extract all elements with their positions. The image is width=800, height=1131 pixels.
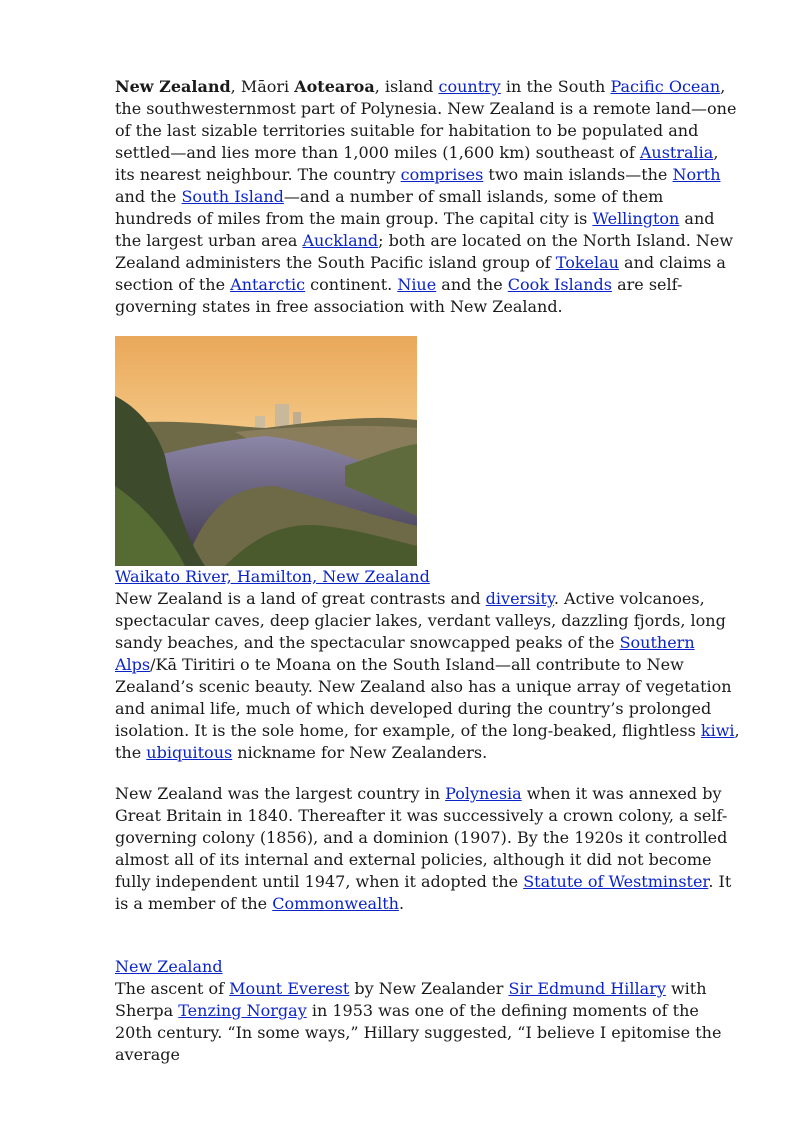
text: ; both are located on the North Island. New Zealand administers the South Pacific island group of (115, 231, 734, 272)
text: , island (374, 77, 439, 96)
link-diversity[interactable]: diversity (485, 589, 554, 608)
article-body (115, 76, 740, 1066)
link-pacific-ocean[interactable]: Pacific Ocean (610, 77, 721, 96)
link-edmund-hillary[interactable]: Sir Edmund Hillary (508, 979, 666, 998)
text: New Zealand is a land of great contrasts and (115, 589, 486, 608)
text: nickname for New Zealanders. (232, 743, 488, 762)
text: New Zealand was the largest country in (115, 784, 446, 803)
text: are self-governing states in free association with New Zealand. (115, 275, 683, 316)
link-mount-everest[interactable]: Mount Everest (229, 979, 350, 998)
text: . It is a member of the (115, 872, 732, 913)
text: , the southwesternmost part of Polynesia. New Zealand is a remote land—one of the last sizable territories suitable for habitation to be populated and settled—and lies more than 1,000 miles (1,600 km) southeast of (115, 77, 737, 162)
text: and the (436, 275, 508, 294)
text: , the (115, 721, 740, 762)
text: . Active volcanoes, spectacular caves, deep glacier lakes, verdant valleys, dazzling fjords, long sandy beaches, and the spectacular snowcapped peaks of the (115, 589, 726, 652)
link-north[interactable]: North (672, 165, 721, 184)
link-figure-caption[interactable]: Waikato River, Hamilton, New Zealand (115, 567, 430, 586)
link-commonwealth[interactable]: Commonwealth (272, 894, 399, 913)
term-aotearoa: Aotearoa (294, 77, 375, 96)
link-niue[interactable]: Niue (397, 275, 437, 294)
link-auckland[interactable]: Auckland (302, 231, 379, 250)
text: and the largest urban area (115, 209, 715, 250)
paragraph-history (115, 783, 740, 915)
text: by New Zealander (349, 979, 509, 998)
link-tenzing-norgay[interactable]: Tenzing Norgay (178, 1001, 307, 1020)
link-polynesia[interactable]: Polynesia (445, 784, 522, 803)
term-new-zealand: New Zealand (115, 77, 231, 96)
text: and the (115, 187, 182, 206)
text: . (398, 894, 405, 913)
section-link-line (115, 956, 740, 978)
link-tokelau[interactable]: Tokelau (555, 253, 619, 272)
link-south-island[interactable]: South Island (181, 187, 284, 206)
text: two main islands—the (483, 165, 673, 184)
link-kiwi[interactable]: kiwi (700, 721, 735, 740)
intro-paragraph (115, 76, 740, 318)
text: , its nearest neighbour. The country (115, 143, 719, 184)
text: continent. (305, 275, 398, 294)
figure-caption-line (115, 566, 740, 588)
link-country[interactable]: country (438, 77, 501, 96)
link-antarctic[interactable]: Antarctic (230, 275, 306, 294)
text: when it was annexed by Great Britain in 1840. Thereafter it was successively a crown colony, a self-governing colony (1856), and a dominion (1907). By the 1920s it controlled almost all of its internal and external policies, although it did not become fully independent until 1947, when it adopted the (115, 784, 728, 891)
link-wellington[interactable]: Wellington (592, 209, 680, 228)
link-southern-alps[interactable]: Southern Alps (115, 633, 695, 674)
paragraph-everest (115, 978, 740, 1066)
link-new-zealand-section[interactable]: New Zealand (115, 957, 223, 976)
paragraph-diversity (115, 588, 740, 764)
link-cook-islands[interactable]: Cook Islands (507, 275, 612, 294)
text: The ascent of (115, 979, 230, 998)
text: —and a number of small islands, some of them hundreds of miles from the main group. The capital city is (115, 187, 664, 228)
link-ubiquitous[interactable]: ubiquitous (146, 743, 233, 762)
text: , Māori (230, 77, 295, 96)
text: /Kā Tiritiri o te Moana on the South Island—all contribute to New Zealand’s scenic beauty. New Zealand also has a unique array of vegetation and animal life, much of which developed during the country’s prolonged isolation. It is the sole home, for example, of the long-beaked, flightless (115, 655, 732, 740)
text: in 1953 was one of the defining moments of the 20th century. “In some ways,” Hillary suggested, “I believe I epitomise the average (115, 1001, 722, 1064)
waikato-river-photo[interactable] (115, 336, 417, 566)
spacer (115, 764, 740, 783)
text: and claims a section of the (115, 253, 726, 294)
spacer (115, 915, 740, 956)
text: with Sherpa (115, 979, 707, 1020)
link-statute-of-westminster[interactable]: Statute of Westminster (523, 872, 709, 891)
link-comprises[interactable]: comprises (400, 165, 484, 184)
link-australia[interactable]: Australia (639, 143, 714, 162)
text: in the South (500, 77, 611, 96)
